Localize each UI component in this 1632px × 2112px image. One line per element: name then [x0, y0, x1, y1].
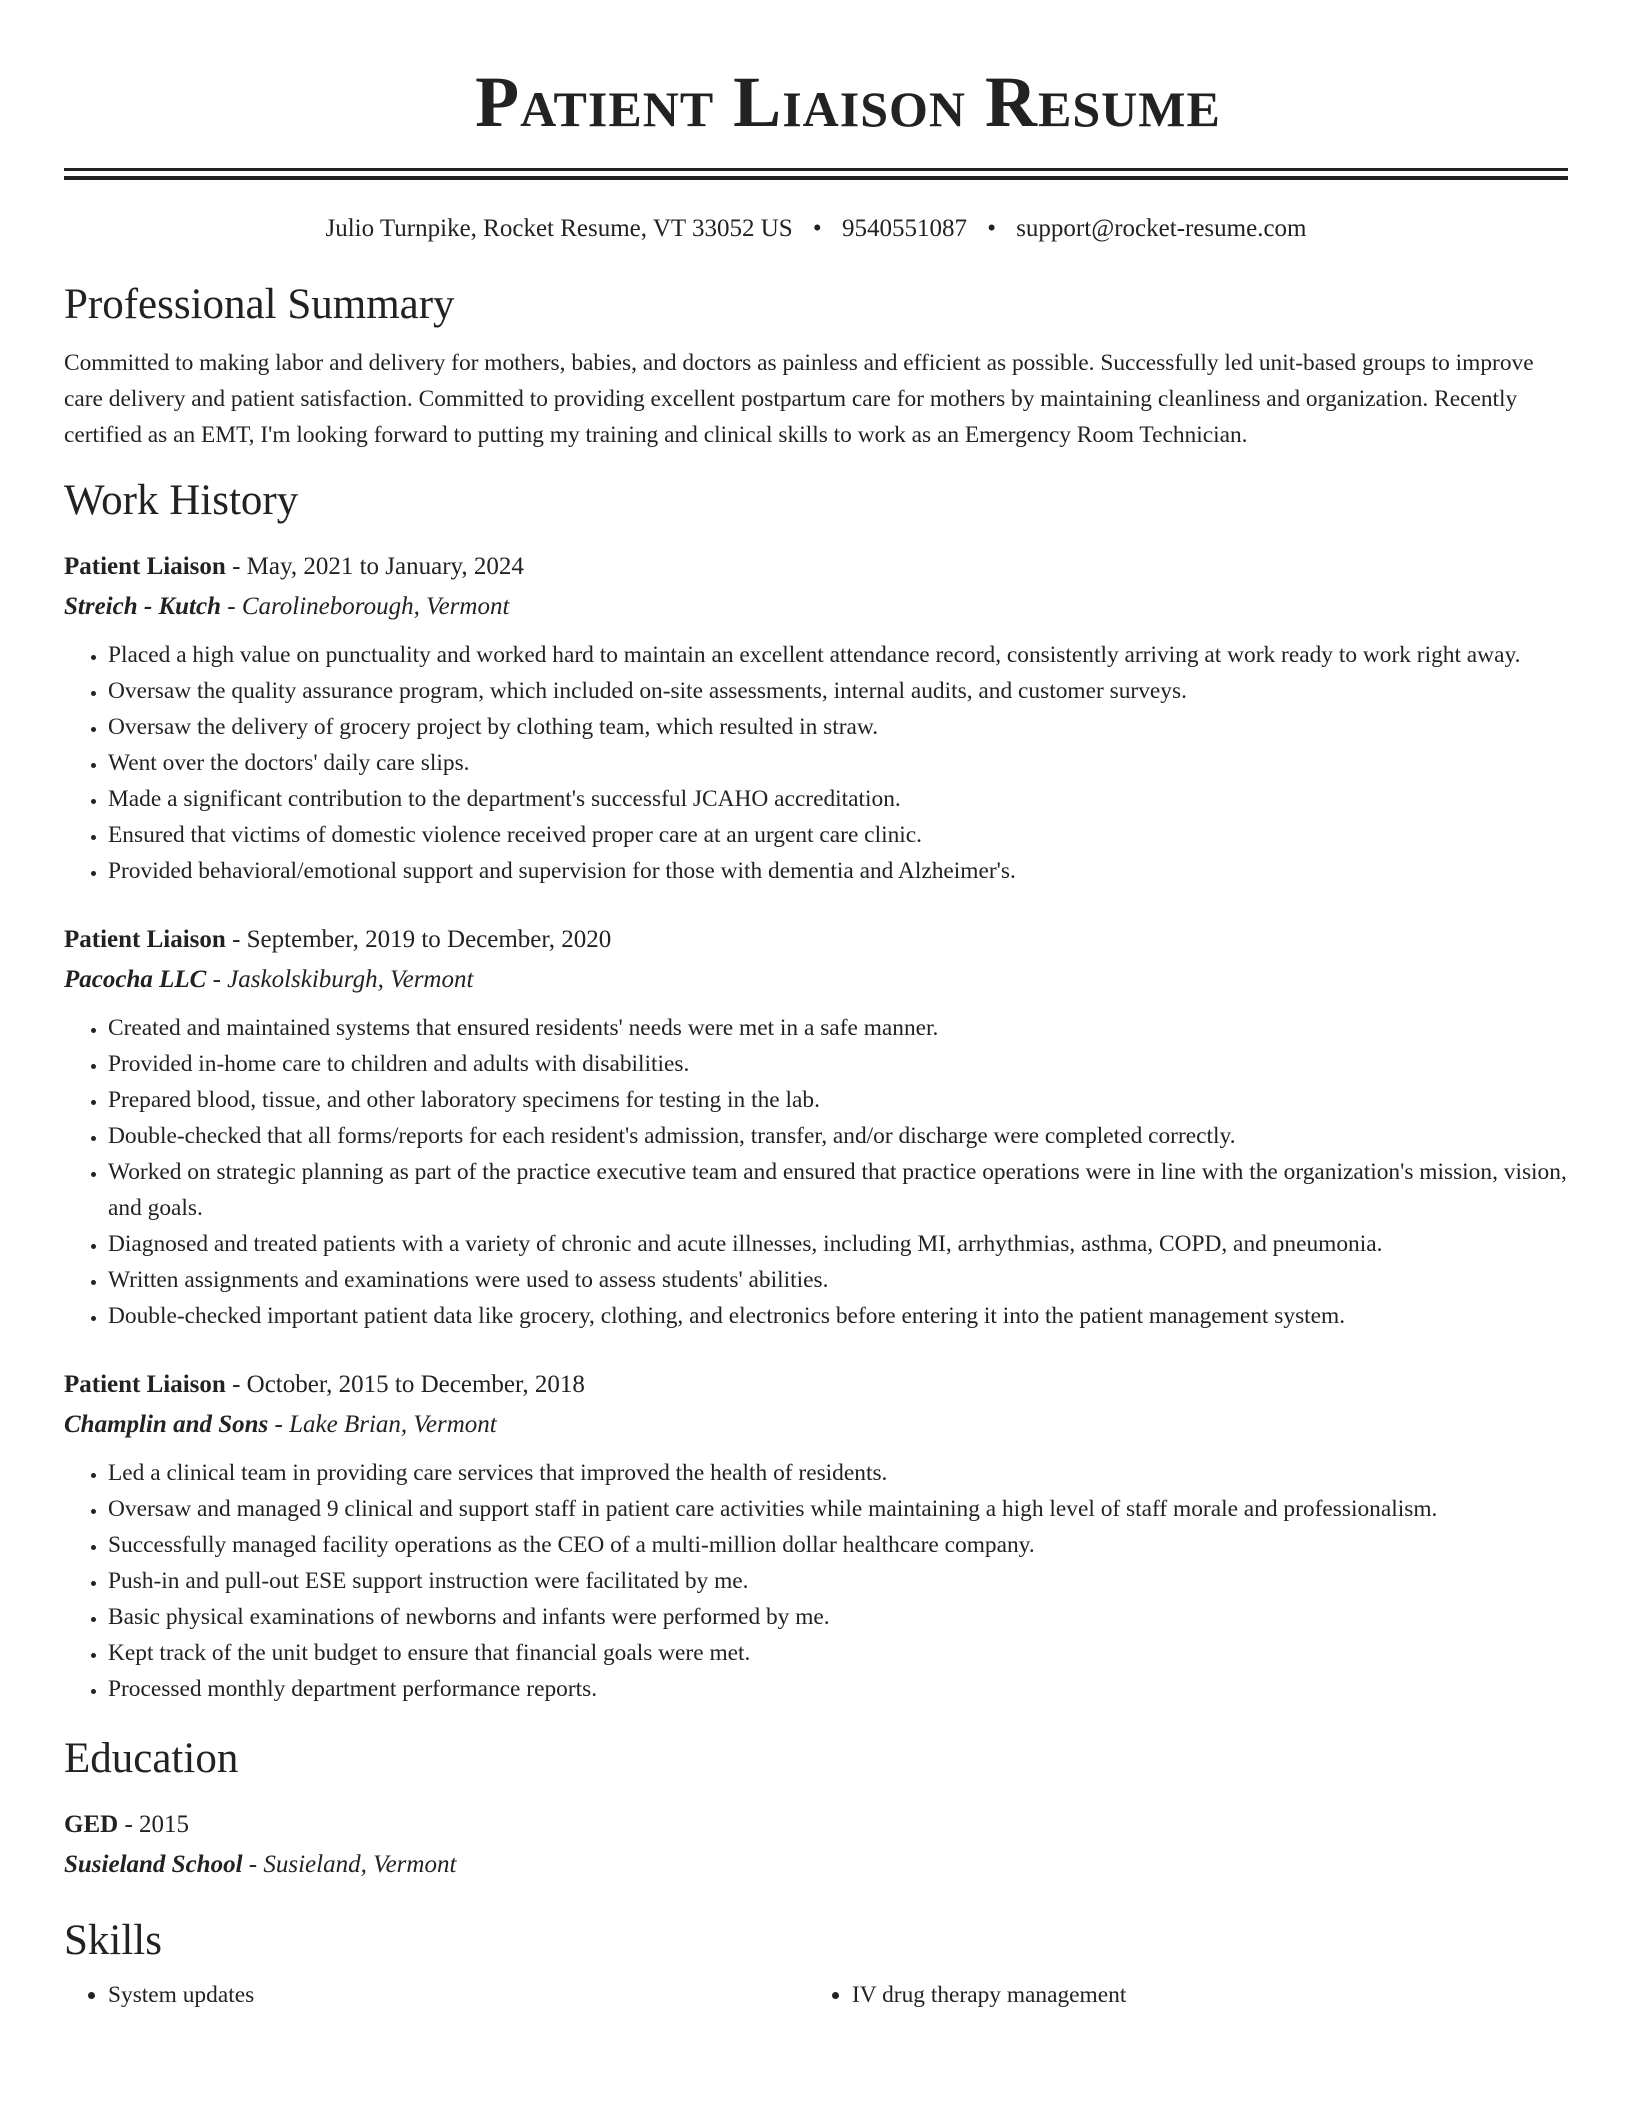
employer-name: Pacocha LLC — [64, 966, 207, 993]
bullet-item: • Placed a high value on punctuality and worked hard to maintain an excellent attendance record, consistently arriving at work ready to work right away. — [108, 637, 1568, 673]
job-entry — [64, 547, 1568, 889]
employer-line — [64, 1405, 1568, 1445]
skills-column-right — [808, 1977, 1552, 2013]
summary-text: Committed to making labor and delivery for mothers, babies, and doctors as painless and efficient as possible. Successfully led unit-based groups to improve care delivery and patient satisfaction. Committed to providing excellent postpartum care for mothers by maintaining cleanliness and organization. Recently certified as an EMT, I'm looking forward to putting my training and clinical skills to work as an Emergency Room Technician. — [64, 350, 1534, 448]
job-dates: October, 2015 to December, 2018 — [246, 1371, 585, 1398]
bullet-item: • Created and maintained systems that ensured residents' needs were met in a safe manner. — [108, 1010, 1568, 1046]
degree-year: 2015 — [139, 1811, 190, 1838]
job-entry — [64, 1365, 1568, 1707]
job-title: Patient Liaison — [64, 553, 226, 580]
contact-line — [64, 213, 1568, 245]
contact-phone: 9540551087 — [841, 215, 967, 242]
skills-heading: Skills — [64, 1917, 162, 1964]
bullet-item: • Provided behavioral/emotional support and supervision for those with dementia and Alzheimer's. — [108, 853, 1568, 889]
skill-item: • System updates — [108, 1977, 808, 2013]
skills-column-left — [64, 1977, 808, 2013]
employer-location: Carolineborough, Vermont — [241, 593, 510, 620]
school-line — [64, 1845, 1568, 1885]
contact-separator: • — [987, 215, 996, 242]
dash: - — [220, 593, 242, 620]
page-title: Patient Liaison Resume — [475, 62, 1221, 142]
resume-page — [64, 0, 1632, 2013]
job-bullets — [64, 1010, 1568, 1334]
header-divider — [64, 168, 1568, 180]
job-title-line — [64, 1365, 1568, 1405]
bullet-item: • Push-in and pull-out ESE support instruction were facilitated by me. — [108, 1563, 1568, 1599]
employer-line — [64, 587, 1568, 627]
employer-name: Streich - Kutch — [64, 593, 221, 620]
work-history-heading: Work History — [64, 477, 299, 524]
employer-line — [64, 960, 1568, 1000]
job-dates: May, 2021 to January, 2024 — [246, 553, 524, 580]
bullet-item: • Double-checked important patient data like grocery, clothing, and electronics before entering it into the patient management system. — [108, 1298, 1568, 1334]
bullet-item: • Prepared blood, tissue, and other laboratory specimens for testing in the lab. — [108, 1082, 1568, 1118]
education-heading: Education — [64, 1735, 239, 1782]
employer-location: Lake Brian, Vermont — [289, 1411, 497, 1438]
contact-email: support@rocket-resume.com — [1016, 215, 1307, 242]
bullet-item: • Processed monthly department performance reports. — [108, 1671, 1568, 1707]
contact-address: Julio Turnpike, Rocket Resume, VT 33052 US — [325, 215, 793, 242]
job-dates: September, 2019 to December, 2020 — [246, 926, 612, 953]
job-title-line — [64, 920, 1568, 960]
bullet-item: • Ensured that victims of domestic violence received proper care at an urgent care clinic. — [108, 817, 1568, 853]
dash: - — [225, 926, 247, 953]
job-bullets — [64, 637, 1568, 889]
bullet-item: • Oversaw the quality assurance program, which included on-site assessments, internal audits, and customer surveys. — [108, 673, 1568, 709]
education-entry — [64, 1805, 1568, 1885]
contact-separator: • — [812, 215, 822, 242]
dash: - — [242, 1851, 264, 1878]
bullet-item: • Successfully managed facility operations as the CEO of a multi-million dollar healthcare company. — [108, 1527, 1568, 1563]
bullet-item: • Went over the doctors' daily care slips. — [108, 745, 1568, 781]
dash: - — [225, 1371, 247, 1398]
skill-item: • IV drug therapy management — [852, 1977, 1552, 2013]
degree-line — [64, 1805, 1568, 1845]
bullet-item: • Led a clinical team in providing care services that improved the health of residents. — [108, 1455, 1568, 1491]
bullet-item: • Written assignments and examinations were used to assess students' abilities. — [108, 1262, 1568, 1298]
bullet-item: • Basic physical examinations of newborns and infants were performed by me. — [108, 1599, 1568, 1635]
bullet-item: • Oversaw the delivery of grocery project by clothing team, which resulted in straw. — [108, 709, 1568, 745]
bullet-item: • Double-checked that all forms/reports for each resident's admission, transfer, and/or discharge were completed correctly. — [108, 1118, 1568, 1154]
summary-heading: Professional Summary — [64, 281, 455, 328]
job-entry — [64, 920, 1568, 1334]
bullet-item: • Made a significant contribution to the department's successful JCAHO accreditation. — [108, 781, 1568, 817]
dash: - — [268, 1411, 290, 1438]
dash: - — [206, 966, 228, 993]
degree: GED — [64, 1811, 119, 1838]
school-location: Susieland, Vermont — [263, 1851, 457, 1878]
job-title: Patient Liaison — [64, 1371, 226, 1398]
bullet-item: • Diagnosed and treated patients with a variety of chronic and acute illnesses, including MI, arrhythmias, asthma, COPD, and pneumonia. — [108, 1226, 1568, 1262]
employer-name: Champlin and Sons — [64, 1411, 269, 1438]
dash: - — [118, 1811, 140, 1838]
job-title-line — [64, 547, 1568, 587]
school-name: Susieland School — [64, 1851, 243, 1878]
bullet-item: • Provided in-home care to children and adults with disabilities. — [108, 1046, 1568, 1082]
dash: - — [225, 553, 247, 580]
employer-location: Jaskolskiburgh, Vermont — [227, 966, 474, 993]
job-title: Patient Liaison — [64, 926, 226, 953]
bullet-item: • Kept track of the unit budget to ensure that financial goals were met. — [108, 1635, 1568, 1671]
skills-grid — [64, 1977, 1568, 2013]
bullet-item: • Oversaw and managed 9 clinical and support staff in patient care activities while maintaining a high level of staff morale and professionalism. — [108, 1491, 1568, 1527]
job-bullets — [64, 1455, 1568, 1707]
bullet-item: • Worked on strategic planning as part of the practice executive team and ensured that practice operations were in line with the organization's mission, vision, and goals. — [108, 1154, 1568, 1226]
